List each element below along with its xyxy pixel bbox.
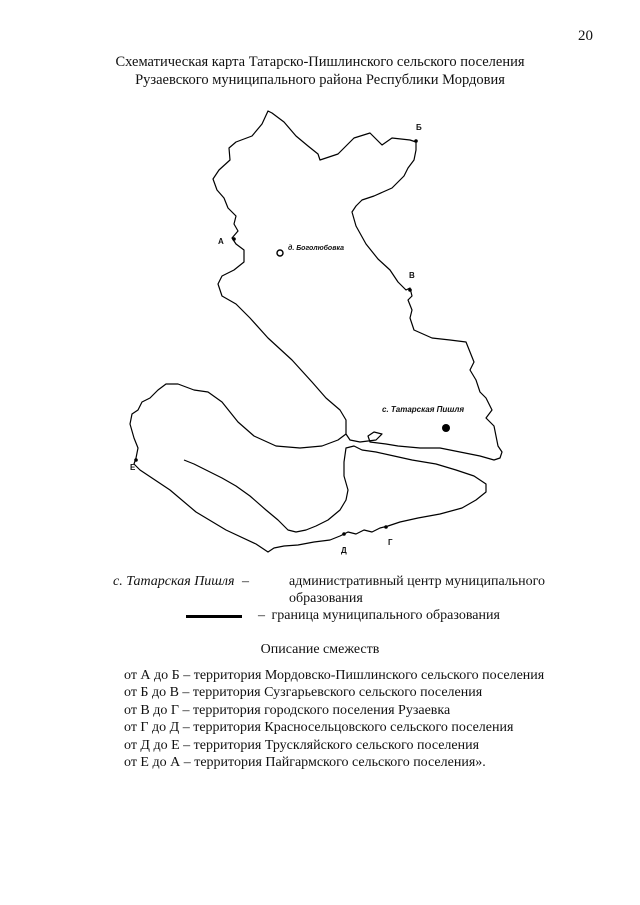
point-a-dot	[232, 237, 236, 241]
point-label-b: Б	[416, 123, 422, 132]
legend-center-text-1: административный центр муниципального	[289, 574, 546, 589]
point-label-d: Д	[341, 546, 347, 555]
bogolyubovka-marker	[277, 250, 283, 256]
legend-boundary-text: граница муниципального образования	[271, 608, 500, 623]
adjacency-item: от Г до Д – территория Красносельцовского сельского поселения	[124, 720, 514, 736]
adjacency-list	[124, 667, 544, 771]
legend-boundary-dash: –	[258, 608, 265, 623]
adjacency-item: от В до Г – территория городского поселения Рузаевка	[124, 702, 451, 718]
legend-center-text-2: образования	[289, 591, 363, 606]
point-d-dot	[342, 532, 346, 536]
adjacency-item: от Е до А – территория Пайгармского сельского поселения».	[124, 755, 486, 771]
adjacency-item: от Б до В – территория Сузгарьевского сельского поселения	[124, 685, 483, 701]
point-e-dot	[134, 458, 138, 462]
point-v-dot	[408, 288, 412, 292]
bogolyubovka-label: д. Боголюбовка	[288, 245, 344, 252]
tatarskaya-pishlya-label: с. Татарская Пишля	[382, 405, 465, 414]
point-g-dot	[384, 525, 388, 529]
point-label-v: В	[409, 271, 415, 280]
adjacency-title: Описание смежеств	[260, 642, 380, 657]
map-title-line-2: Рузаевского муниципального района Республики Мордовия	[135, 72, 505, 88]
point-label-g: Г	[388, 538, 393, 547]
adjacency-item: от А до Б – территория Мордовско-Пишлинского сельского поселения	[124, 668, 545, 683]
point-b-dot	[414, 139, 418, 143]
map-title-line-1: Схематическая карта Татарско-Пишлинского сельского поселения	[115, 54, 525, 70]
legend-center-row	[113, 573, 249, 590]
point-label-e: Е	[130, 463, 136, 472]
legend-boundary-row	[258, 607, 500, 624]
legend-center-name: с. Татарская Пишля	[113, 574, 235, 589]
page-number: 20	[578, 28, 593, 44]
point-label-a: А	[218, 237, 224, 246]
adjacency-item: от Д до Е – территория Трускляйского сельского поселения	[124, 737, 480, 753]
legend-boundary-line	[186, 615, 242, 618]
legend-center-dash: –	[242, 574, 249, 589]
tatarskaya-pishlya-marker	[442, 424, 450, 432]
